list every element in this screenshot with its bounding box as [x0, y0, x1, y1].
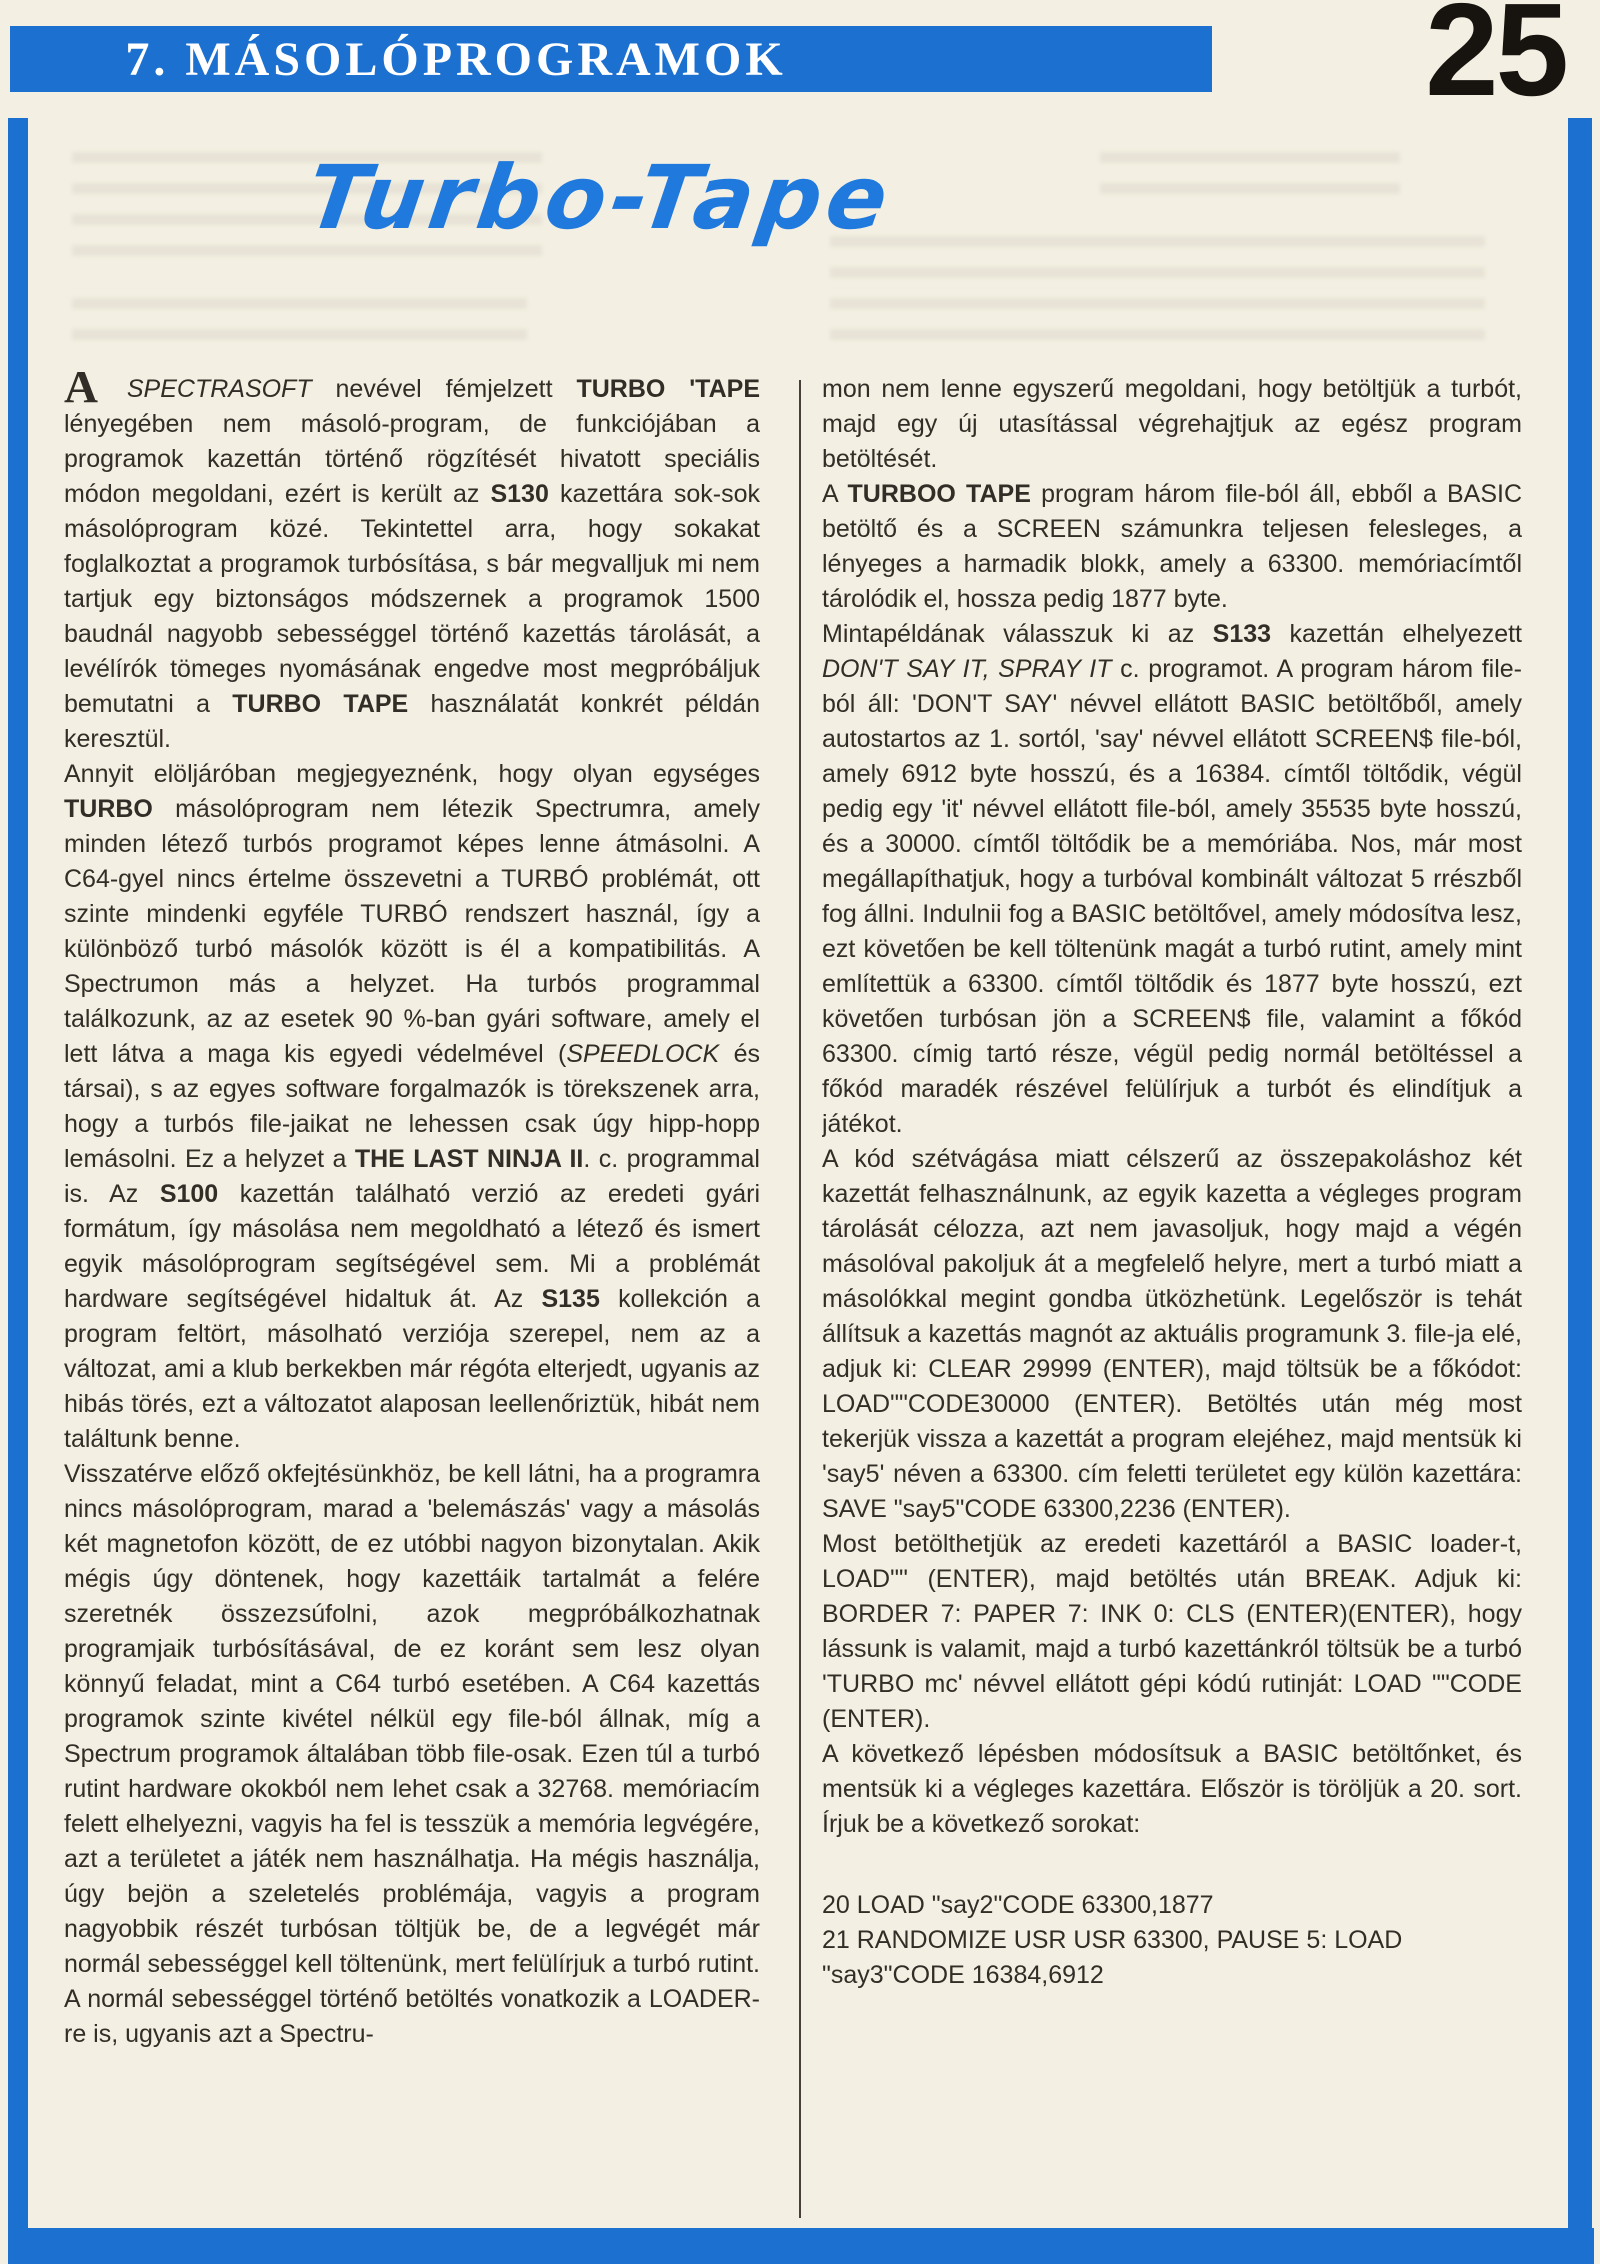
- text-run: TURBO 'TAPE: [576, 375, 760, 403]
- chapter-header-bar: [10, 26, 1212, 92]
- text-run: TURBO TAPE: [232, 690, 409, 718]
- column-divider: [799, 380, 801, 2218]
- bottom-border-bar: [8, 2228, 1594, 2264]
- text-run: S133: [1212, 620, 1272, 648]
- print-bleed-artifact: [830, 236, 1485, 354]
- text-run: S100: [159, 1180, 219, 1208]
- text-run: lényegében nem másoló-program, de funkciójában a programok kazettán történő rögzítését hivatott speciális módon megoldani, ezért is került az: [64, 410, 760, 508]
- text-run: Mintapéldának válasszuk ki az: [822, 620, 1213, 648]
- article-column-right: [822, 372, 1522, 2224]
- text-run: DON'T SAY IT, SPRAY IT: [822, 655, 1112, 683]
- paragraph: [822, 1737, 1522, 1842]
- text-run: THE LAST NINJA II: [354, 1145, 584, 1173]
- text-run: kazettára sok-sok másolóprogram közé. Tekintettel arra, hogy sokakat foglalkoztat a programok turbósítása, s bár megvalljuk mi nem tartjuk egy biztonságos módszernek a programok 1500 baudnál nagyobb sebességgel történő kazettás tárolását, a levélírók tömeges nyomásának engedve most megpróbáljuk bemutatni a: [64, 480, 760, 718]
- code-line: [822, 1888, 1522, 1923]
- text-run: 21 RANDOMIZE USR USR 63300, PAUSE 5: LOAD "say3"CODE 16384,6912: [822, 1926, 1403, 1989]
- text-run: nevével fémjelzett: [311, 375, 577, 403]
- text-run: A következő lépésben módosítsuk a BASIC betöltőnket, és mentsük ki a végleges kazettára. Először is töröljük a 20. sort. Írjuk be a következő sorokat:: [822, 1740, 1522, 1838]
- print-bleed-artifact: [1100, 152, 1400, 208]
- text-run: SPEEDLOCK: [566, 1040, 720, 1068]
- right-border-bar: [1568, 118, 1592, 2264]
- text-run: 20 LOAD "say2"CODE 63300,1877: [822, 1891, 1214, 1919]
- text-run: . c. programmal is. Az: [64, 1145, 760, 1208]
- article-column-left: [64, 372, 760, 2220]
- text-run: Most betölthetjük az eredeti kazettáról a BASIC loader-t, LOAD"" (ENTER), majd betöltés után BREAK. Adjuk ki: BORDER 7: PAPER 7: INK 0: CLS (ENTER)(ENTER), hogy lássunk is valamit, majd a turbó kazettánkról töltsük be a turbó 'TURBO mc' névvel ellátott gépi kódú rutinját: LOAD ""CODE (ENTER).: [822, 1530, 1522, 1733]
- code-line: [822, 1923, 1522, 1993]
- text-run: Visszatérve előző okfejtésünkhöz, be kell látni, ha a programra nincs másolóprogram, marad a 'belemászás' vagy a másolás két magnetofon között, de ez utóbbi nagyon bizonytalan. Akik mégis úgy döntenek, hogy kazettáik tartalmát a felére szeretnék összezsúfolni, azok megpróbálkozhatnak programjaik turbósításával, de ez koránt sem lesz olyan könnyű feladat, mint a C64 turbó esetében. A C64 kazettás programok szinte kivétel nélkül egy file-ból állnak, míg a Spectrum programok általában több file-osak. Ezen túl a turbó rutint hardware okokból nem lehet csak a 32768. memóriacím felett elhelyezni, vagyis ha fel is tesszük a memória legvégére, azt a területet a játék nem használhatja. Ha mégis használja, úgy bejön a szeletelés problémája, vagyis a program nagyobbik részét turbósan töltjük be, de a legvégét már normál sebességgel kell töltenünk, mert felülírjuk a turbó rutint. A normál sebességgel történő betöltés vonatkozik a LOADER-re is, ugyanis azt a Spectru-: [64, 1460, 760, 2048]
- paragraph: [822, 372, 1522, 477]
- paragraph: [822, 477, 1522, 617]
- paragraph: [822, 617, 1522, 1142]
- text-run: mon nem lenne egyszerű megoldani, hogy betöltjük a turbót, majd egy új utasítással végrehajtjuk az egész program betöltését.: [822, 375, 1522, 473]
- chapter-title: 7. MÁSOLÓPROGRAMOK: [125, 32, 787, 86]
- text-run: kazettán elhelyezett: [1271, 620, 1522, 648]
- text-run: TURBO: [64, 795, 153, 823]
- text-run: [103, 375, 127, 403]
- text-run: program három file-ból áll, ebből a BASIC betöltő és a SCREEN számunkra teljesen felesleges, a lényeges a harmadik blokk, amely a 63300. memóriacímtől tárolódik el, hossza pedig 1877 byte.: [822, 480, 1522, 613]
- text-run: S130: [490, 480, 549, 508]
- text-run: kazettán található verzió az eredeti gyári formátum, így másolása nem megoldható a létező és ismert egyik másolóprogram segítségével sem. Mi a problémát hardware segítségével hidaltuk át. Az: [64, 1180, 760, 1313]
- paragraph: [822, 1142, 1522, 1527]
- article-title: Turbo-Tape: [301, 146, 899, 249]
- paragraph: [64, 372, 760, 757]
- text-run: SPECTRASOFT: [126, 375, 312, 403]
- text-run: Annyit elöljáróban megjegyeznénk, hogy olyan egységes: [64, 760, 760, 788]
- text-run: TURBOO TAPE: [847, 480, 1031, 508]
- paragraph: [64, 757, 760, 1457]
- text-run: c. programot. A program három file-ból áll: 'DON'T SAY' névvel ellátott BASIC betöltőből, amely autostartos az 1. sortól, 'say' névvel ellátott SCREEN$ file-ból, amely 6912 byte hosszú, és a 16384. címtől töltődik, végül pedig egy 'it' névvel ellátott file-ból, amely 35535 byte hosszú, és a 30000. címtől töltődik be a memóriába. Nos, már most megállapíthatjuk, hogy a turbóval kombinált változat 5 rrészből fog állni. Indulnii fog a BASIC betöltővel, amely módosítva lesz, ezt követően be kell töltenünk magát a turbó rutint, amely mint említettük a 63300. címtől töltődik és 1877 byte hosszú, ezt követően turbósan jön a SCREEN$ file, valamint a főkód 63300. címig tartó része, végül pedig normál betöltéssel a főkód maradék részével felülírjuk a turbót és elindítjuk a játékot.: [822, 655, 1522, 1138]
- print-bleed-artifact: [72, 298, 527, 352]
- text-run: kollekción a program feltört, másolható verziója szerepel, nem az a változat, ami a klub berkekben már régóta elterjedt, ugyanis az hibás törés, ezt a változatot alaposan leellenőriztük, hibát nem találtunk benne.: [64, 1285, 760, 1453]
- paragraph: [64, 1457, 760, 2052]
- text-run: és társai), s az egyes software forgalmazók is törekszenek arra, hogy a turbós file-jaikat ne lehessen csak úgy hipp-hopp lemásolni. Ez a helyzet a: [64, 1040, 760, 1173]
- paragraph: [822, 1527, 1522, 1737]
- text-run: S135: [541, 1285, 600, 1313]
- drop-cap: A: [64, 372, 98, 413]
- page-number: 25: [1425, 0, 1566, 123]
- text-run: A: [822, 480, 848, 508]
- text-run: másolóprogram nem létezik Spectrumra, amely minden létező turbós programot képes lenne átmásolni. A C64-gyel nincs értelme összevetni a TURBÓ problémát, ott szinte mindenki egyféle TURBÓ rendszert használ, így a különböző turbó másolók között is él a kompatibilitás. A Spectrumon más a helyzet. Ha turbós programmal találkozunk, az az esetek 90 %-ban gyári software, amely el lett látva a maga kis egyedi védelmével (: [64, 795, 760, 1068]
- text-run: használatát konkrét példán keresztül.: [64, 690, 760, 753]
- left-border-bar: [8, 118, 28, 2264]
- text-run: A kód szétvágása miatt célszerű az összepakoláshoz két kazettát felhasználnunk, az egyik kazetta a végleges program tárolását célozza, azt nem javasoljuk, hogy majd a végén másolóval pakoljuk át a megfelelő helyre, mert a turbó miatt a másolókkal megint gondba ütközhetünk. Legelőször is tehát állítsuk a kazettás magnót az aktuális programunk 3. file-ja elé, adjuk ki: CLEAR 29999 (ENTER), majd töltsük be a főkódot: LOAD""CODE30000 (ENTER). Betöltés után még most tekerjük vissza a kazettát a program elejéhez, majd mentsük ki 'say5' néven a 63300. cím feletti területet egy külön kazettára: SAVE "say5"CODE 63300,2236 (ENTER).: [822, 1145, 1522, 1523]
